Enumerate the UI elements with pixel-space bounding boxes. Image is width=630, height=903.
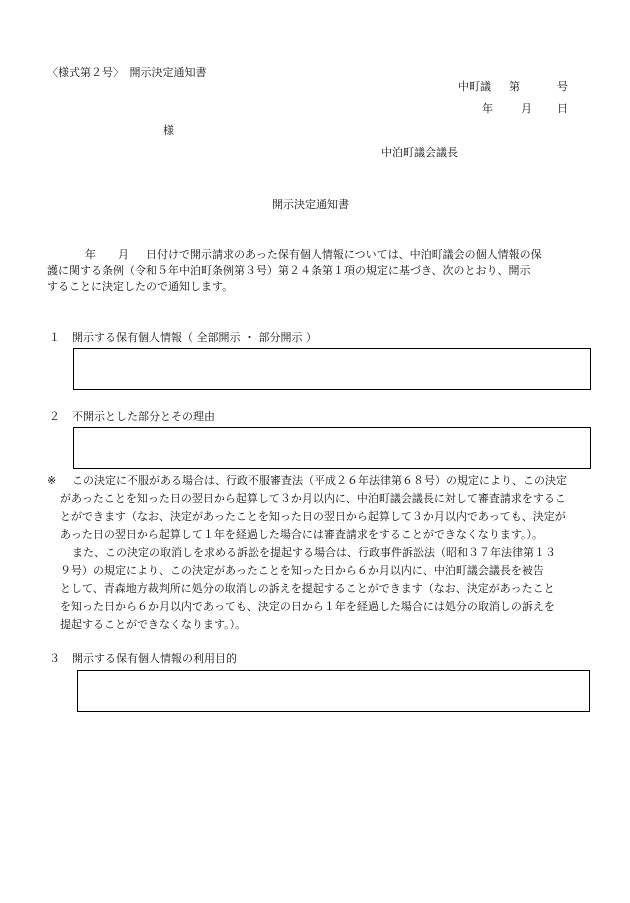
note-mark: ※ xyxy=(47,474,57,487)
note-line-5: また、この決定の取消しを求める訴訟を提起する場合は、行政事件訴訟法（昭和３７年法律第１３ xyxy=(72,546,556,559)
intro-year: 年 xyxy=(85,248,96,261)
section3-number: ３ xyxy=(49,652,60,665)
section2-number: ２ xyxy=(49,410,60,423)
note-line-7: として、青森地方裁判所に処分の取消しの訴えを提起することができます（なお、決定があったこと xyxy=(60,582,555,595)
section1-input-box[interactable] xyxy=(73,348,591,390)
date-year: 年 xyxy=(482,102,493,115)
section3-title: 開示する保有個人情報の利用目的 xyxy=(72,652,237,665)
note-line-6: ９号）の規定により、この決定があったことを知った日から６か月以内に、中泊町議会議長を被告 xyxy=(60,564,544,577)
section3-input-box[interactable] xyxy=(77,670,590,712)
date-month: 月 xyxy=(521,102,532,115)
reference-go: 号 xyxy=(557,80,568,93)
intro-line-2: 護に関する条例（令和５年中泊町条例第３号）第２４条第１項の規定に基づき、次のとおり、開示 xyxy=(47,264,531,277)
note-line-3: とができます（なお、決定があったことを知った日の翌日から起算して３か月以内であっても、決定が xyxy=(60,510,566,523)
intro-line-3: することに決定したので通知します。 xyxy=(47,280,234,293)
section1-number: １ xyxy=(49,331,60,344)
note-line-2: があったことを知った日の翌日から起算して３か月以内に、中泊町議会議長に対して審査請求をするこ xyxy=(60,492,566,505)
section2-input-box[interactable] xyxy=(73,427,591,469)
note-line-8: を知った日から６か月以内であっても、決定の日から１年を経過した場合には処分の取消しの訴えを xyxy=(60,600,555,613)
note-line-1: この決定に不服がある場合は、行政不服審査法（平成２６年法律第６８号）の規定により、この決定 xyxy=(72,474,567,487)
reference-prefix: 中町議 xyxy=(458,80,491,93)
form-label: 〈様式第２号〉 開示決定通知書 xyxy=(47,66,207,79)
sender: 中泊町議会議長 xyxy=(381,146,458,159)
section2-title: 不開示とした部分とその理由 xyxy=(72,410,215,423)
document-title: 開示決定通知書 xyxy=(272,198,349,211)
recipient-suffix: 様 xyxy=(163,124,174,137)
intro-month: 月 xyxy=(118,248,129,261)
note-line-4: あった日の翌日から起算して１年を経過した場合には審査請求をすることができなくなります。）。 xyxy=(60,528,544,541)
intro-line-1: 日付けで開示請求のあった保有個人情報については、中泊町議会の個人情報の保 xyxy=(146,248,542,261)
section1-title: 開示する保有個人情報（ 全部開示 ・ 部分開示 ） xyxy=(72,331,317,344)
reference-dai: 第 xyxy=(509,80,520,93)
date-day: 日 xyxy=(557,102,568,115)
note-line-9: 提起することができなくなります。）。 xyxy=(60,618,247,631)
